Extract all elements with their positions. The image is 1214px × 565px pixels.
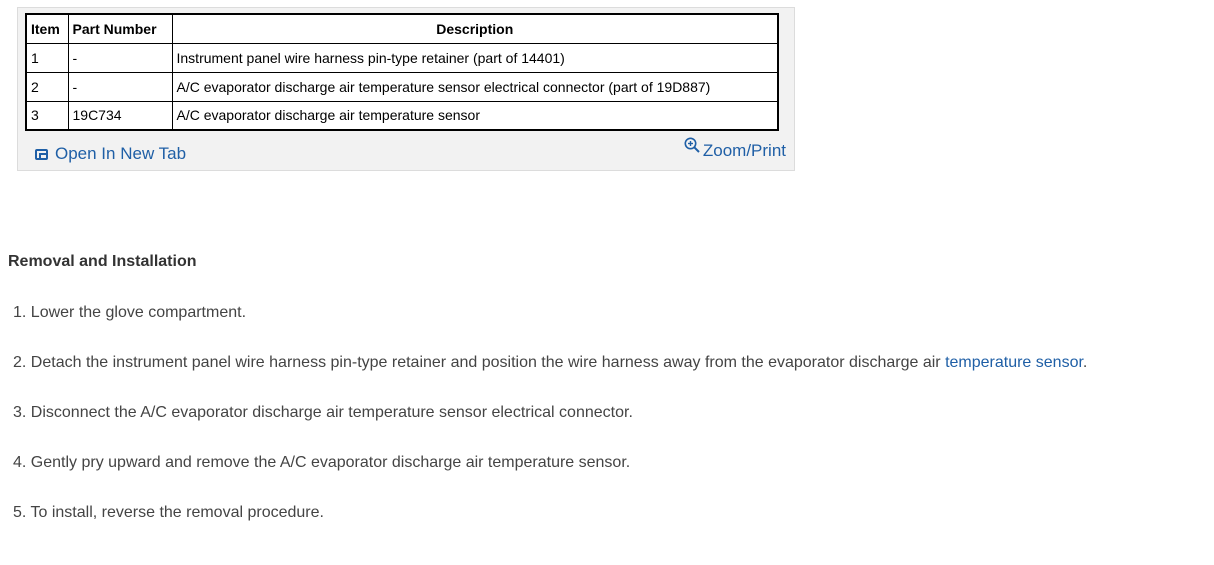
list-item (13, 302, 1087, 352)
table-row (26, 43, 778, 72)
step-number: 5. (13, 504, 27, 521)
list-item (13, 402, 1087, 452)
header-item: Item (26, 14, 68, 43)
cell-part-number: - (68, 72, 172, 101)
step-text-suffix: . (1082, 354, 1088, 371)
zoom-print-label: Zoom/Print (702, 141, 786, 160)
open-new-tab-icon (35, 149, 48, 160)
open-in-new-tab-label: Open In New Tab (55, 144, 187, 163)
step-text: Disconnect the A/C evaporator discharge air temperature sensor electrical connector. (30, 404, 633, 421)
table-row (26, 72, 778, 101)
cell-description: A/C evaporator discharge air temperature sensor electrical connector (part of 19D887) (172, 72, 778, 101)
cell-description: Instrument panel wire harness pin-type retainer (part of 14401) (172, 43, 778, 72)
header-part-number: Part Number (68, 14, 172, 43)
list-item (13, 502, 1087, 552)
zoom-in-icon (684, 137, 700, 155)
cell-part-number: 19C734 (68, 101, 172, 130)
temperature-sensor-link[interactable]: temperature sensor (945, 354, 1083, 371)
list-item (13, 452, 1087, 502)
procedure-steps (13, 302, 1087, 552)
figure-panel (17, 7, 795, 171)
section-heading: Removal and Installation (8, 253, 197, 270)
table-header-row (26, 14, 778, 43)
zoom-print-link[interactable] (684, 141, 786, 161)
step-number: 4. (13, 454, 27, 471)
cell-part-number: - (68, 43, 172, 72)
open-in-new-tab-link[interactable] (35, 144, 186, 164)
header-description: Description (172, 14, 778, 43)
step-number: 1. (13, 304, 27, 321)
cell-item: 3 (26, 101, 68, 130)
step-number: 3. (13, 404, 27, 421)
cell-item: 2 (26, 72, 68, 101)
cell-item: 1 (26, 43, 68, 72)
table-row (26, 101, 778, 130)
step-text: Gently pry upward and remove the A/C evaporator discharge air temperature sensor. (30, 454, 631, 471)
figure-footer (18, 140, 794, 170)
cell-description: A/C evaporator discharge air temperature sensor (172, 101, 778, 130)
step-text: To install, reverse the removal procedure. (30, 504, 324, 521)
list-item (13, 352, 1087, 402)
step-text: Detach the instrument panel wire harness pin-type retainer and position the wire harness away from the evaporator discharge air (30, 354, 941, 371)
parts-table (25, 13, 779, 131)
step-number: 2. (13, 354, 27, 371)
step-text: Lower the glove compartment. (30, 304, 247, 321)
